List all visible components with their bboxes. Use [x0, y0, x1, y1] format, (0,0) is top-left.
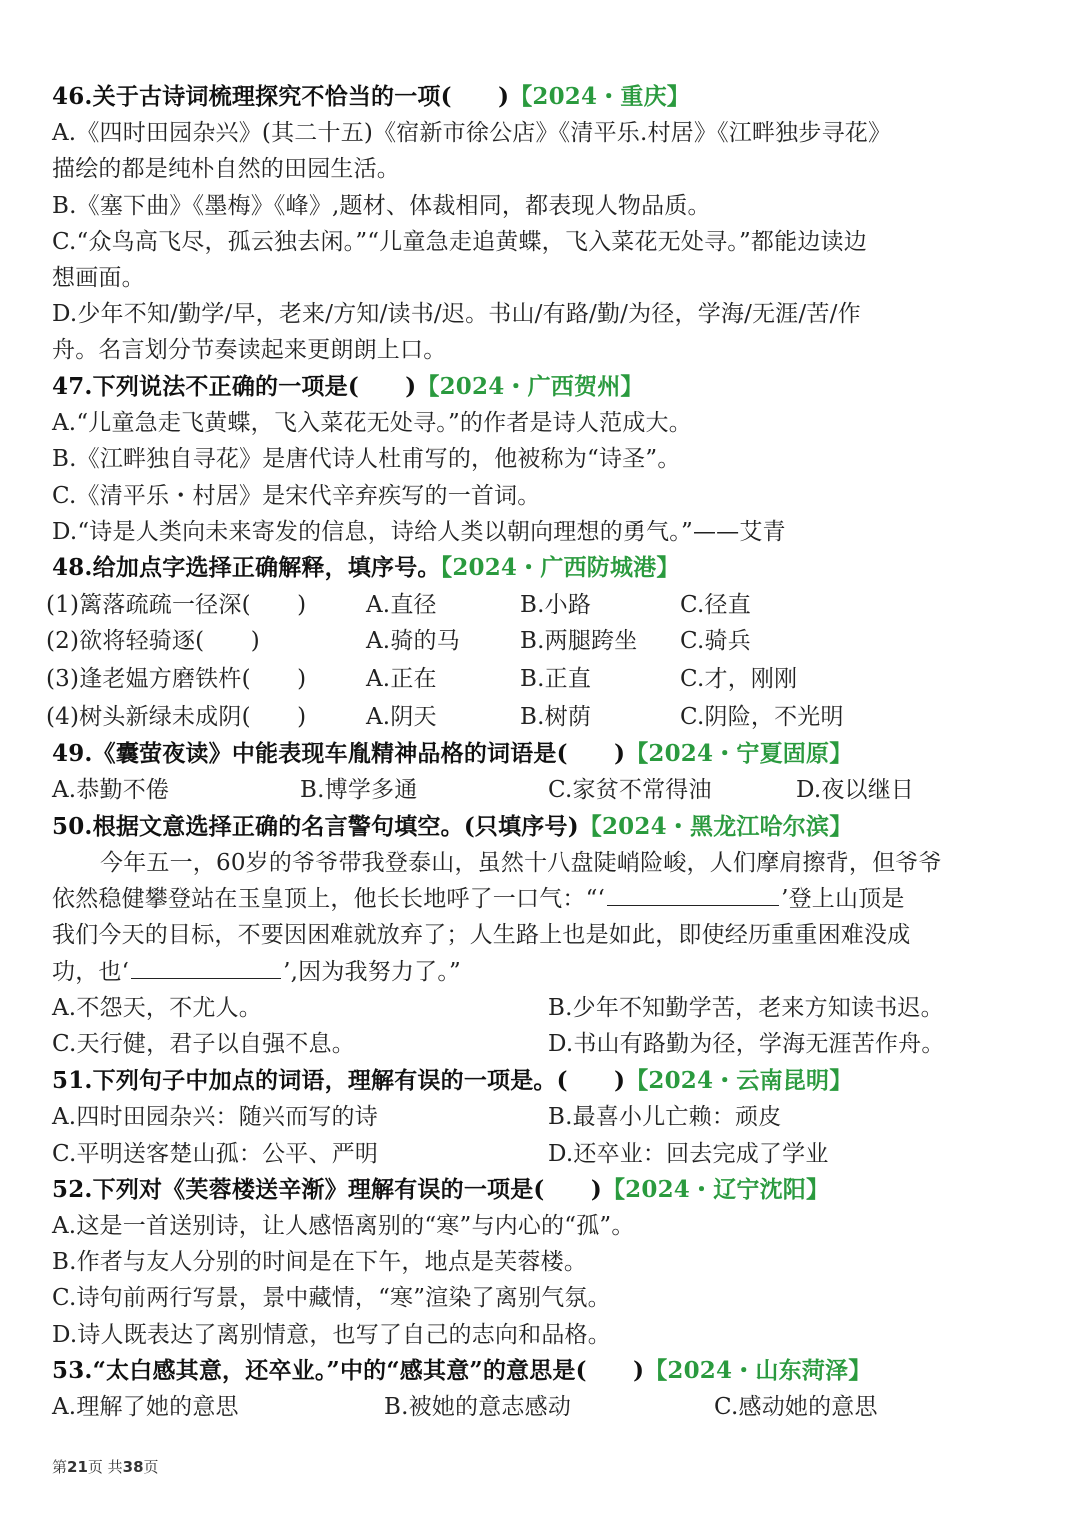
question-52-stem	[52, 1172, 1040, 1208]
passage-text: ’,因为我努力了。”	[283, 959, 462, 985]
question-46-text: 46.关于古诗词梳理探究不恰当的一项( )	[52, 83, 510, 110]
fill-in-blank-2[interactable]	[131, 956, 281, 979]
option-a: A.不怨天，不尤人。	[52, 995, 262, 1021]
row-prompt: (3)逢老媪方磨铁杵( )	[46, 666, 307, 692]
question-48-row	[46, 623, 1040, 659]
option-a: A.骑的马	[366, 628, 460, 654]
row-prompt: (2)欲将轻骑逐( )	[46, 628, 260, 654]
question-47-text: 47.下列说法不正确的一项是( )	[52, 373, 417, 400]
question-51-options	[52, 1136, 1040, 1172]
question-48-source: 【2024・广西防城港】	[440, 554, 680, 581]
row-prompt: (1)篱落疏疏一径深( )	[46, 592, 307, 618]
option-c: C.平明送客楚山孤：公平、严明	[52, 1141, 379, 1167]
question-48-row	[46, 661, 1040, 697]
question-47-line: C.《清平乐・村居》是宋代辛弃疾写的一首词。	[52, 483, 541, 509]
fill-in-blank-1[interactable]	[607, 883, 779, 906]
option-c: C.骑兵	[680, 628, 751, 654]
question-50-text: 50.根据文意选择正确的名言警句填空。(只填序号)	[52, 813, 579, 840]
option-b: B.被她的意志感动	[384, 1394, 572, 1420]
question-52-line: C.诗句前两行写景，景中藏情，“寒”渲染了离别气氛。	[52, 1285, 611, 1311]
option-a: A.理解了她的意思	[52, 1394, 239, 1420]
option-a: A.直径	[366, 592, 437, 618]
question-48-stem	[52, 550, 1040, 586]
option-c: C.阴险，不光明	[680, 704, 844, 730]
question-51-source: 【2024・云南昆明】	[625, 1067, 853, 1094]
question-50-stem	[52, 809, 1040, 845]
option-d: D.书山有路勤为径，学海无涯苦作舟。	[548, 1031, 945, 1057]
question-50-source: 【2024・黑龙江哈尔滨】	[578, 813, 853, 840]
question-46-stem	[52, 79, 1040, 115]
question-47-line: B.《江畔独自寻花》是唐代诗人杜甫写的，他被称为“诗圣”。	[52, 446, 681, 472]
question-47-source: 【2024・广西贺州】	[416, 373, 644, 400]
footer-text: 页 共	[87, 1458, 123, 1476]
option-d: D.夜以继日	[796, 777, 915, 803]
option-a: A.四时田园杂兴：随兴而写的诗	[52, 1104, 378, 1130]
option-a: A.正在	[366, 666, 437, 692]
question-50-passage: 今年五一，60岁的爷爷带我登泰山，虽然十八盘陡峭险峻，人们摩肩擦背，但爷爷	[100, 850, 942, 876]
question-52-line: A.这是一首送别诗，让人感悟离别的“寒”与内心的“孤”。	[52, 1213, 635, 1239]
option-a: A.阴天	[366, 704, 437, 730]
footer-text: 页	[143, 1458, 159, 1476]
option-a: A.恭勤不倦	[52, 777, 170, 803]
question-46-line: A.《四时田园杂兴》(其二十五)《宿新市徐公店》《清平乐.村居》《江畔独步寻花》	[52, 120, 892, 146]
question-46-line: 舟。名言划分节奏读起来更朗朗上口。	[52, 337, 447, 363]
question-46-source: 【2024・重庆】	[509, 83, 691, 110]
question-48-row	[46, 699, 1040, 735]
question-52-source: 【2024・辽宁沈阳】	[601, 1176, 830, 1203]
option-c: C.才，刚刚	[680, 666, 798, 692]
question-53-source: 【2024・山东菏泽】	[644, 1357, 872, 1384]
question-49-source: 【2024・宁夏固原】	[625, 740, 853, 767]
option-b: B.两腿跨坐	[520, 628, 638, 654]
passage-text: ’登上山顶是	[781, 886, 905, 912]
question-51-options	[52, 1099, 1040, 1135]
question-51-stem	[52, 1063, 1040, 1099]
question-47-stem	[52, 369, 1040, 405]
option-d: D.还卒业：回去完成了学业	[548, 1141, 829, 1167]
question-46-line: C.“众鸟高飞尽，孤云独去闲。”“儿童急走追黄蝶，飞入菜花无处寻。”都能边读边	[52, 229, 867, 255]
question-49-options	[52, 772, 1040, 808]
question-49-stem	[52, 736, 1040, 772]
question-52-line: D.诗人既表达了离别情意，也写了自己的志向和品格。	[52, 1322, 611, 1348]
option-b: B.树荫	[520, 704, 592, 730]
page-total: 38	[122, 1458, 144, 1476]
passage-text: 依然稳健攀登站在玉皇顶上，他长长地呼了一口气：“‘	[52, 886, 606, 912]
question-50-passage: 我们今天的目标，不要因困难就放弃了；人生路上也是如此，即使经历重重困难没成	[52, 922, 911, 948]
question-48-row	[46, 587, 1040, 623]
option-b: B.小路	[520, 592, 592, 618]
option-c: C.天行健，君子以自强不息。	[52, 1031, 355, 1057]
question-46-line: 想画面。	[52, 265, 145, 291]
page-number: 21	[67, 1458, 88, 1476]
question-50-options	[52, 990, 1040, 1026]
question-50-passage	[52, 881, 1040, 917]
row-prompt: (4)树头新绿未成阴( )	[46, 704, 307, 730]
question-53-stem	[52, 1353, 1040, 1389]
option-c: C.径直	[680, 592, 751, 618]
question-52-text: 52.下列对《芙蓉楼送辛渐》理解有误的一项是( )	[52, 1176, 602, 1203]
option-b: B.博学多通	[300, 777, 418, 803]
question-50-passage	[52, 954, 1040, 990]
question-52-line: B.作者与友人分别的时间是在下午，地点是芙蓉楼。	[52, 1249, 588, 1275]
passage-text: 功，也‘	[52, 959, 130, 985]
option-b: B.正直	[520, 666, 592, 692]
page-footer	[52, 1456, 159, 1477]
question-49-text: 49.《囊萤夜读》中能表现车胤精神品格的词语是( )	[52, 740, 626, 767]
option-b: B.少年不知勤学苦，老来方知读书迟。	[548, 995, 944, 1021]
option-c: C.家贫不常得油	[548, 777, 712, 803]
question-46-line: B.《塞下曲》《墨梅》《峰》,题材、体裁相同，都表现人物品质。	[52, 193, 711, 219]
question-48-text: 48.给加点字选择正确解释，填序号。	[52, 554, 441, 581]
option-b: B.最喜小儿亡赖：顽皮	[548, 1104, 782, 1130]
question-46-line: D.少年不知/勤学/早，老来/方知/读书/迟。书山/有路/勤/为径，学海/无涯/苦/作	[52, 301, 861, 327]
footer-text: 第	[52, 1458, 68, 1476]
option-c: C.感动她的意思	[714, 1394, 878, 1420]
question-53-options	[52, 1389, 1040, 1425]
question-47-line: A.“儿童急走飞黄蝶，飞入菜花无处寻。”的作者是诗人范成大。	[52, 410, 692, 436]
question-47-line: D.“诗是人类向未来寄发的信息，诗给人类以朝向理想的勇气。”——艾青	[52, 519, 786, 545]
question-53-text: 53.“太白感其意，还卒业。”中的“感其意”的意思是( )	[52, 1357, 645, 1384]
question-46-line: 描绘的都是纯朴自然的田园生活。	[52, 156, 400, 182]
question-51-text: 51.下列句子中加点的词语，理解有误的一项是。( )	[52, 1067, 626, 1094]
question-50-options	[52, 1026, 1040, 1062]
